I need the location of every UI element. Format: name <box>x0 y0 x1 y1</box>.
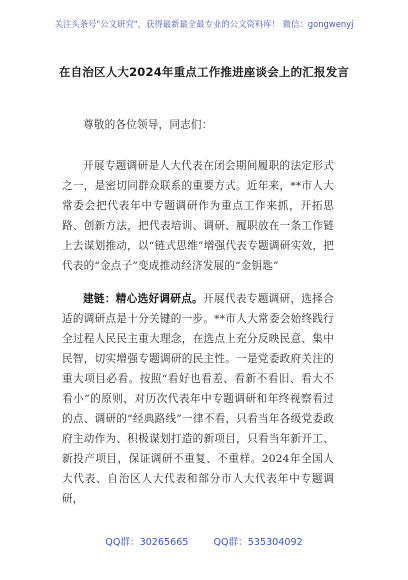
salutation: 尊敬的各位领导，同志们： <box>83 119 213 131</box>
paragraph-2-lead: 建链：精心选好调研点。 <box>83 293 204 305</box>
document-title: 在自治区人大2024年重点工作推进座谈会上的汇报发言 <box>58 65 350 79</box>
paragraph-2-body: 开展代表专题调研，选择合适的调研点是十分关键的一步。**市人大常委会始终践行全过程人民民主重大理念，在选点上充分反映民意、集中民智，切实增强专题调研的民主性。一是党委政府关注的重大项目必看。按照“看好也看差、看新不看旧、看大不看小”的原则，对历次代表年中专题调研和年终视察看过的点、调研的“经典路线”一律不看，只看当年各级党委政府主动作为、积极谋划打造的新项目，只看当年新开工、新投产项目，保证调研不重复、不重样。2024年全国人大代表、自治区人大代表和部分市人大代表年中专题调研， <box>62 293 335 505</box>
paragraph-2 <box>62 289 334 509</box>
footer-qq-group-2: QQ群：535304092 <box>213 537 303 548</box>
paragraph-1: 开展专题调研是人大代表在闭会期间履职的法定形式之一，是密切同群众联系的重要方式。近年来，**市人大常委会把代表年中专题调研作为重点工作来抓，开拓思路、创新方法，把代表培训、调研、履职放在一条工作链上去谋划推动，以“链式思维”增强代表专题调研实效，把代表的“金点子”变成推动经济发展的“金钥匙” <box>62 160 334 272</box>
footer <box>0 534 408 548</box>
header-banner: 关注头条号"公文研究"，获得最新最全最专业的公文资料库！ 微信：gongwenyj <box>54 19 354 29</box>
footer-qq-group-1: QQ群：30265665 <box>105 537 189 548</box>
